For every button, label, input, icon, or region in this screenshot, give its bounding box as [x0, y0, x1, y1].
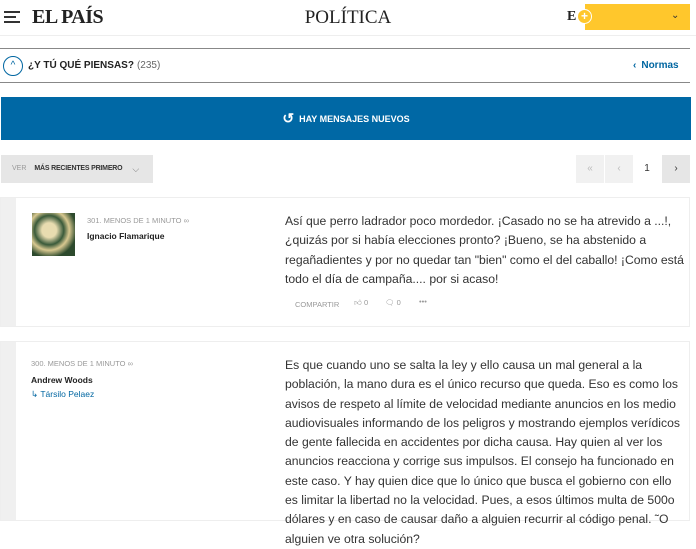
comments-count: (235)	[136, 60, 161, 71]
share-button[interactable]: COMPARTIR	[295, 300, 340, 309]
avatar[interactable]	[32, 213, 75, 256]
rules-link-label: Normas	[641, 60, 679, 71]
first-page-button[interactable]: «	[576, 155, 604, 183]
like-count: 0	[363, 298, 369, 307]
comment-text: Así que perro ladrador poco mordedor. ¡Casado no se ha atrevido a ...!, ¿quizás por si había elecciones pronto? ¡Bueno, se ha abstenido a regañadientes y por no quedar tan "bien" como el del caballo! ¡Como está todo el día de campaña.... por si acaso!	[285, 214, 684, 286]
el-pais-logo[interactable]: EL PAÍS	[32, 6, 104, 28]
comment-text: Es que cuando uno se salta la ley y ello causa un mal general a la población, la mano dura es el único recurso que queda. Eso es como los avisos de respeto al límite de velocidad mediante anuncios en los medio audiovisuales informando de los peligros y mostrando ejemplos verídicos de gente fallecida en accidentes por dicha causa. Hay quien al ver los anuncios reacciona y corrige sus impulsos. El consejo ha funcionado en este caso. Y hay quien dice que lo único que busca el gobierno con ello es limitar la libertad no la velocidad. Pues, a esos últimos multa de 500o dólares y en caso de causar daño a alguien recurrir al código penal. ˜O alguien ve otra solución?	[285, 358, 680, 546]
current-page: 1	[633, 155, 661, 183]
new-messages-button[interactable]	[1, 97, 691, 140]
prev-page-button[interactable]: ‹	[605, 155, 633, 183]
reply-to-name: Társilo Pelaez	[40, 389, 95, 399]
section-title: POLÍTICA	[304, 7, 392, 28]
reply-button[interactable]	[385, 298, 401, 307]
chevron-left-icon: ‹	[633, 60, 637, 71]
refresh-icon: ↺	[282, 110, 295, 126]
comment-author[interactable]: Andrew Woods	[31, 375, 93, 385]
collapse-toggle-icon[interactable]: ^	[3, 56, 23, 76]
comment-timestamp: 300. MENOS DE 1 MINUTO	[31, 359, 126, 368]
thumbs-up-icon: 👍︎	[354, 298, 362, 307]
plus-icon: +	[577, 9, 592, 24]
e-logo: E	[567, 9, 577, 24]
link-icon[interactable]: ∞	[183, 216, 189, 225]
like-button[interactable]	[354, 298, 368, 308]
comment-author[interactable]: Ignacio Flamarique	[87, 231, 165, 241]
sort-label: VER	[12, 165, 27, 172]
comment-meta	[87, 216, 189, 225]
reply-to-link[interactable]	[31, 389, 94, 400]
comment-timestamp: 301. MENOS DE 1 MINUTO	[87, 216, 182, 225]
link-icon[interactable]: ∞	[127, 359, 133, 368]
chevron-down-icon: ⌵	[132, 164, 140, 174]
chevron-down-icon[interactable]: ⌄	[671, 10, 680, 21]
reply-arrow-icon: ↳	[31, 389, 39, 399]
reply-count: 0	[396, 298, 401, 307]
comments-title	[28, 60, 160, 71]
sort-value: MÁS RECIENTES PRIMERO	[34, 165, 123, 172]
new-messages-label: HAY MENSAJES NUEVOS	[299, 114, 410, 124]
more-options-button[interactable]: •••	[419, 297, 427, 306]
speech-bubble-icon: 🗨︎	[385, 298, 395, 307]
comments-title-text: ¿Y TÚ QUÉ PIENSAS?	[28, 60, 134, 71]
next-page-button[interactable]: ›	[662, 155, 690, 183]
sort-dropdown[interactable]	[1, 155, 153, 183]
comment-meta	[31, 359, 133, 368]
rules-link[interactable]	[633, 60, 679, 71]
